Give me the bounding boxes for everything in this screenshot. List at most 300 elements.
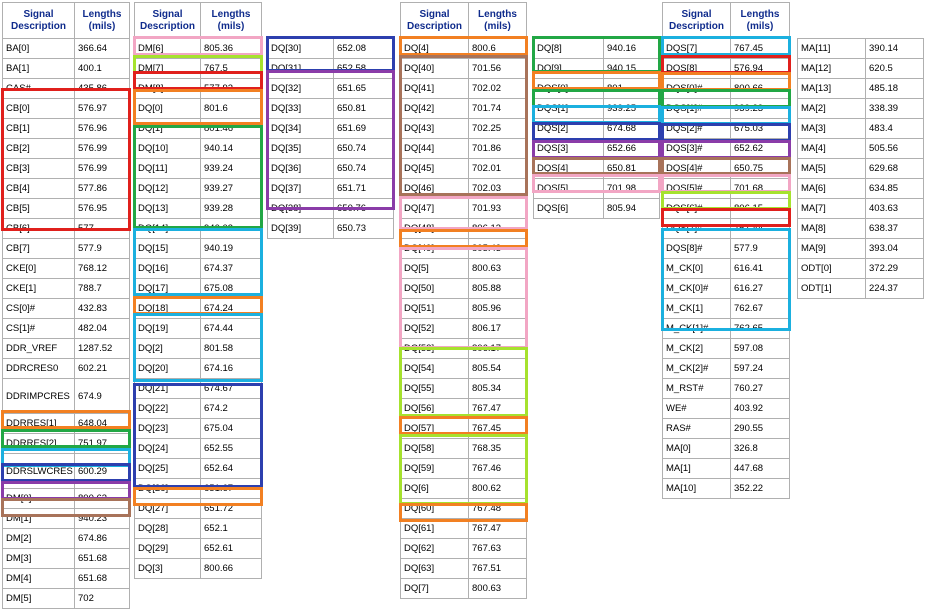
table-row bbox=[3, 549, 130, 569]
signal-name-cell: MA[10] bbox=[663, 479, 731, 499]
table-row bbox=[268, 199, 394, 219]
length-value-cell: 767.44 bbox=[731, 219, 790, 239]
signal-name-cell: CB[7] bbox=[3, 239, 75, 259]
length-value-cell: 939.24 bbox=[201, 159, 262, 179]
table-row bbox=[798, 239, 924, 259]
signal-name-cell: DQ[3] bbox=[135, 559, 201, 579]
signal-name-cell: DQ[32] bbox=[268, 79, 334, 99]
table-row bbox=[268, 159, 394, 179]
length-value-cell: 674.2 bbox=[201, 399, 262, 419]
table-row bbox=[135, 219, 262, 239]
length-value-cell: 702.01 bbox=[469, 159, 527, 179]
length-value-cell: 577.86 bbox=[75, 179, 130, 199]
table-row bbox=[401, 139, 527, 159]
signal-name-cell: WE# bbox=[663, 399, 731, 419]
length-value-cell: 701.86 bbox=[469, 139, 527, 159]
table-row bbox=[135, 159, 262, 179]
length-value-cell: 939.23 bbox=[731, 99, 790, 119]
length-value-cell: 650.74 bbox=[334, 139, 394, 159]
signal-name-cell: DQ[23] bbox=[135, 419, 201, 439]
signal-name-cell: DQS[0]# bbox=[663, 79, 731, 99]
signal-name-cell: M_CK[1] bbox=[663, 299, 731, 319]
signal-name-cell: DQ[7] bbox=[401, 579, 469, 599]
signal-name-cell: MA[2] bbox=[798, 99, 866, 119]
signal-name-cell: DQ[1] bbox=[135, 119, 201, 139]
table-row bbox=[3, 159, 130, 179]
table-row bbox=[401, 519, 527, 539]
signal-name-cell: BA[1] bbox=[3, 59, 75, 79]
table-row bbox=[268, 59, 394, 79]
signal-name-cell: M_CK[1]# bbox=[663, 319, 731, 339]
table-row bbox=[135, 459, 262, 479]
signal-name-cell: DQ[39] bbox=[268, 219, 334, 239]
signal-name-cell: DQ[15] bbox=[135, 239, 201, 259]
length-value-cell: 767.47 bbox=[469, 399, 527, 419]
signal-name-cell: DQ[62] bbox=[401, 539, 469, 559]
length-value-cell: 767.63 bbox=[469, 539, 527, 559]
table-row bbox=[663, 239, 790, 259]
table-row bbox=[663, 319, 790, 339]
table-row bbox=[135, 419, 262, 439]
table-row bbox=[135, 59, 262, 79]
signal-name-cell: DQ[56] bbox=[401, 399, 469, 419]
length-value-cell: 768.35 bbox=[469, 439, 527, 459]
table-row bbox=[401, 79, 527, 99]
length-value-cell: 650.74 bbox=[334, 159, 394, 179]
signal-name-cell: CB[0] bbox=[3, 99, 75, 119]
length-value-cell: 675.08 bbox=[201, 279, 262, 299]
signal-name-cell: MA[11] bbox=[798, 39, 866, 59]
length-value-cell: 767.46 bbox=[469, 459, 527, 479]
length-value-cell: 652.55 bbox=[201, 439, 262, 459]
signal-name-cell: DQS[3]# bbox=[663, 139, 731, 159]
signal-name-cell: DQS[5] bbox=[534, 179, 604, 199]
length-value-cell: 760.27 bbox=[731, 379, 790, 399]
signal-name-cell: DQ[52] bbox=[401, 319, 469, 339]
signal-name-cell: DM[1] bbox=[3, 509, 75, 529]
table-row bbox=[401, 279, 527, 299]
signal-name-cell: DDRSLWCRES bbox=[3, 454, 75, 489]
signal-name-cell: MA[3] bbox=[798, 119, 866, 139]
length-value-cell: 352.22 bbox=[731, 479, 790, 499]
length-value-cell: 940.15 bbox=[604, 59, 660, 79]
length-value-cell: 577.9 bbox=[75, 239, 130, 259]
signal-name-cell: CS[0]# bbox=[3, 299, 75, 319]
length-value-cell: 674.68 bbox=[604, 119, 660, 139]
signal-name-cell: CB[4] bbox=[3, 179, 75, 199]
length-value-cell: 576.95 bbox=[75, 199, 130, 219]
table-row bbox=[663, 159, 790, 179]
signal-name-cell: DM[4] bbox=[3, 569, 75, 589]
length-value-cell: 805.88 bbox=[469, 279, 527, 299]
signal-name-cell: MA[4] bbox=[798, 139, 866, 159]
length-value-cell: 652.08 bbox=[334, 39, 394, 59]
table-row bbox=[663, 59, 790, 79]
signal-name-cell: DQ[55] bbox=[401, 379, 469, 399]
signal-name-cell: DQ[57] bbox=[401, 419, 469, 439]
table-row bbox=[534, 119, 660, 139]
length-value-cell: 939.28 bbox=[201, 199, 262, 219]
length-value-cell: 751.97 bbox=[75, 434, 130, 454]
signal-name-cell: DQ[48] bbox=[401, 219, 469, 239]
signal-name-cell: DQ[31] bbox=[268, 59, 334, 79]
length-value-cell: 650.81 bbox=[604, 159, 660, 179]
table-row bbox=[401, 379, 527, 399]
length-value-cell: 224.37 bbox=[866, 279, 924, 299]
table-row bbox=[135, 119, 262, 139]
length-value-cell: 762.67 bbox=[731, 299, 790, 319]
length-value-cell: 650.76 bbox=[334, 199, 394, 219]
length-value-cell: 485.18 bbox=[866, 79, 924, 99]
table-row bbox=[135, 199, 262, 219]
length-value-cell: 372.29 bbox=[866, 259, 924, 279]
header-lengths: Lengths (mils) bbox=[731, 3, 790, 39]
table-row bbox=[3, 279, 130, 299]
length-value-cell: 940.23 bbox=[75, 509, 130, 529]
table-row bbox=[798, 99, 924, 119]
table-row bbox=[3, 259, 130, 279]
signal-name-cell: DQ[54] bbox=[401, 359, 469, 379]
length-value-cell: 806.17 bbox=[469, 319, 527, 339]
signal-name-cell: DM[5] bbox=[3, 589, 75, 609]
signal-name-cell: DQ[20] bbox=[135, 359, 201, 379]
length-value-cell: 801.58 bbox=[201, 339, 262, 359]
length-value-cell: 767.51 bbox=[469, 559, 527, 579]
table-row bbox=[3, 319, 130, 339]
signal-name-cell: CB[2] bbox=[3, 139, 75, 159]
table-row bbox=[135, 39, 262, 59]
table-row bbox=[798, 159, 924, 179]
table-row bbox=[3, 99, 130, 119]
signal-name-cell: DQ[0] bbox=[135, 99, 201, 119]
length-value-cell: 805.43 bbox=[469, 239, 527, 259]
signal-name-cell: DQS[7] bbox=[663, 39, 731, 59]
table-row bbox=[663, 139, 790, 159]
table-row bbox=[534, 199, 660, 219]
table-row bbox=[663, 399, 790, 419]
length-value-cell: 652.64 bbox=[201, 459, 262, 479]
table-row bbox=[401, 299, 527, 319]
signal-length-table-4 bbox=[400, 2, 527, 599]
length-value-cell: 390.14 bbox=[866, 39, 924, 59]
length-value-cell: 674.9 bbox=[75, 379, 130, 414]
length-value-cell: 806.15 bbox=[731, 199, 790, 219]
signal-name-cell: DQ[51] bbox=[401, 299, 469, 319]
table-row bbox=[135, 539, 262, 559]
table-row bbox=[3, 59, 130, 79]
table-row bbox=[3, 359, 130, 379]
table-row bbox=[135, 439, 262, 459]
signal-name-cell: DQ[59] bbox=[401, 459, 469, 479]
signal-name-cell: DQ[11] bbox=[135, 159, 201, 179]
signal-name-cell: DQS[6]# bbox=[663, 199, 731, 219]
length-value-cell: 701.56 bbox=[469, 59, 527, 79]
length-value-cell: 290.55 bbox=[731, 419, 790, 439]
table-row bbox=[401, 339, 527, 359]
header-signal-description: Signal Description bbox=[663, 3, 731, 39]
table-row bbox=[135, 79, 262, 99]
length-value-cell: 701.98 bbox=[604, 179, 660, 199]
length-value-cell: 620.5 bbox=[866, 59, 924, 79]
table-row bbox=[663, 199, 790, 219]
table-row bbox=[268, 39, 394, 59]
length-value-cell: 651.68 bbox=[75, 569, 130, 589]
signal-name-cell: MA[8] bbox=[798, 219, 866, 239]
length-value-cell: 400.1 bbox=[75, 59, 130, 79]
signal-name-cell: DQ[46] bbox=[401, 179, 469, 199]
table-row bbox=[798, 139, 924, 159]
table-row bbox=[135, 239, 262, 259]
table-row bbox=[663, 119, 790, 139]
length-value-cell: 762.65 bbox=[731, 319, 790, 339]
length-value-cell: 393.04 bbox=[866, 239, 924, 259]
signal-name-cell: MA[6] bbox=[798, 179, 866, 199]
signal-name-cell: DQ[6] bbox=[401, 479, 469, 499]
signal-name-cell: DQ[18] bbox=[135, 299, 201, 319]
length-value-cell: 650.81 bbox=[334, 99, 394, 119]
signal-name-cell: ODT[0] bbox=[798, 259, 866, 279]
table-row bbox=[135, 499, 262, 519]
signal-name-cell: MA[1] bbox=[663, 459, 731, 479]
table-row bbox=[798, 259, 924, 279]
signal-name-cell: DQS[4] bbox=[534, 159, 604, 179]
length-value-cell: 701.74 bbox=[469, 99, 527, 119]
length-value-cell: 576.99 bbox=[75, 139, 130, 159]
length-value-cell: 1287.52 bbox=[75, 339, 130, 359]
length-value-cell: 675.04 bbox=[201, 419, 262, 439]
length-value-cell: 651.72 bbox=[201, 499, 262, 519]
table-row bbox=[401, 579, 527, 599]
signal-name-cell: DQ[30] bbox=[268, 39, 334, 59]
length-value-cell: 652.58 bbox=[334, 59, 394, 79]
table-row bbox=[534, 159, 660, 179]
signal-name-cell: DQ[37] bbox=[268, 179, 334, 199]
signal-name-cell: DQ[5] bbox=[401, 259, 469, 279]
length-value-cell: 701.68 bbox=[731, 179, 790, 199]
signal-name-cell: DM[2] bbox=[3, 529, 75, 549]
table-row bbox=[3, 39, 130, 59]
header-signal-description: Signal Description bbox=[3, 3, 75, 39]
signal-name-cell: M_CK[2] bbox=[663, 339, 731, 359]
table-row bbox=[135, 259, 262, 279]
length-value-cell: 800.66 bbox=[731, 79, 790, 99]
signal-name-cell: DQ[33] bbox=[268, 99, 334, 119]
signal-name-cell: DQ[41] bbox=[401, 79, 469, 99]
signal-name-cell: DQ[12] bbox=[135, 179, 201, 199]
signal-name-cell: DQ[4] bbox=[401, 39, 469, 59]
length-value-cell: 651.67 bbox=[201, 479, 262, 499]
header-lengths: Lengths (mils) bbox=[469, 3, 527, 39]
table-row bbox=[663, 439, 790, 459]
length-value-cell: 652.66 bbox=[604, 139, 660, 159]
signal-name-cell: DQ[34] bbox=[268, 119, 334, 139]
table-row bbox=[401, 499, 527, 519]
signal-name-cell: DQ[40] bbox=[401, 59, 469, 79]
table-row bbox=[663, 79, 790, 99]
signal-name-cell: DQ[8] bbox=[534, 39, 604, 59]
header-signal-description: Signal Description bbox=[401, 3, 469, 39]
signal-name-cell: DQ[17] bbox=[135, 279, 201, 299]
table-row bbox=[401, 239, 527, 259]
table-row bbox=[135, 139, 262, 159]
table-row bbox=[3, 219, 130, 239]
signal-name-cell: DQ[22] bbox=[135, 399, 201, 419]
signal-name-cell: DQ[61] bbox=[401, 519, 469, 539]
table-row bbox=[3, 239, 130, 259]
length-value-cell: 800.62 bbox=[469, 479, 527, 499]
table-row bbox=[798, 59, 924, 79]
signal-name-cell: DQ[63] bbox=[401, 559, 469, 579]
table-row bbox=[135, 379, 262, 399]
table-row bbox=[135, 99, 262, 119]
table-row bbox=[3, 299, 130, 319]
length-value-cell: 767.45 bbox=[731, 39, 790, 59]
signal-name-cell: CKE[0] bbox=[3, 259, 75, 279]
length-value-cell: 652.62 bbox=[731, 139, 790, 159]
signal-name-cell: DQ[29] bbox=[135, 539, 201, 559]
table-row bbox=[401, 399, 527, 419]
signal-name-cell: RAS# bbox=[663, 419, 731, 439]
header-lengths: Lengths (mils) bbox=[75, 3, 130, 39]
length-value-cell: 675.03 bbox=[731, 119, 790, 139]
signal-name-cell: DQ[2] bbox=[135, 339, 201, 359]
table-row bbox=[798, 279, 924, 299]
length-value-cell: 597.08 bbox=[731, 339, 790, 359]
signal-name-cell: DQ[19] bbox=[135, 319, 201, 339]
table-row bbox=[401, 119, 527, 139]
signal-name-cell: DQS[2] bbox=[534, 119, 604, 139]
table-row bbox=[663, 359, 790, 379]
length-value-cell: 702.03 bbox=[469, 179, 527, 199]
signal-name-cell: DQ[42] bbox=[401, 99, 469, 119]
length-value-cell: 616.27 bbox=[731, 279, 790, 299]
length-value-cell: 767.5 bbox=[201, 59, 262, 79]
signal-name-cell: DQ[14] bbox=[135, 219, 201, 239]
length-value-cell: 651.71 bbox=[334, 179, 394, 199]
length-value-cell: 651.68 bbox=[75, 549, 130, 569]
length-value-cell: 616.41 bbox=[731, 259, 790, 279]
table-row bbox=[268, 79, 394, 99]
length-value-cell: 576.94 bbox=[731, 59, 790, 79]
table-row bbox=[3, 434, 130, 454]
length-value-cell: 674.16 bbox=[201, 359, 262, 379]
table-row bbox=[401, 559, 527, 579]
length-value-cell: 940.14 bbox=[201, 139, 262, 159]
signal-name-cell: ODT[1] bbox=[798, 279, 866, 299]
length-value-cell: 702 bbox=[75, 589, 130, 609]
length-value-cell: 483.4 bbox=[866, 119, 924, 139]
table-row bbox=[135, 479, 262, 499]
signal-name-cell: DQS[7]# bbox=[663, 219, 731, 239]
signal-name-cell: DQ[21] bbox=[135, 379, 201, 399]
signal-name-cell: DQ[26] bbox=[135, 479, 201, 499]
table-row bbox=[3, 529, 130, 549]
length-value-cell: 505.56 bbox=[866, 139, 924, 159]
length-value-cell: 806.13 bbox=[469, 219, 527, 239]
length-value-cell: 674.37 bbox=[201, 259, 262, 279]
signal-name-cell: DM[0] bbox=[3, 489, 75, 509]
table-row bbox=[268, 119, 394, 139]
table-row bbox=[663, 279, 790, 299]
signal-name-cell: DM[3] bbox=[3, 549, 75, 569]
table-row bbox=[401, 179, 527, 199]
table-row bbox=[135, 319, 262, 339]
table-row bbox=[401, 319, 527, 339]
table-row bbox=[3, 489, 130, 509]
length-value-cell: 674.24 bbox=[201, 299, 262, 319]
signal-length-table-5 bbox=[533, 38, 660, 219]
length-value-cell: 801.46 bbox=[201, 119, 262, 139]
signal-name-cell: DQ[9] bbox=[534, 59, 604, 79]
signal-name-cell: DQ[49] bbox=[401, 239, 469, 259]
table-row bbox=[401, 219, 527, 239]
signal-name-cell: DDRCRES0 bbox=[3, 359, 75, 379]
table-row bbox=[663, 179, 790, 199]
signal-name-cell: DQ[50] bbox=[401, 279, 469, 299]
table-row bbox=[135, 179, 262, 199]
signal-length-table-6 bbox=[662, 2, 790, 499]
signal-name-cell: M_RST# bbox=[663, 379, 731, 399]
table-row bbox=[534, 59, 660, 79]
length-value-cell: 805.96 bbox=[469, 299, 527, 319]
length-value-cell: 366.64 bbox=[75, 39, 130, 59]
signal-name-cell: CB[3] bbox=[3, 159, 75, 179]
signal-length-table-3 bbox=[267, 38, 394, 239]
length-value-cell: 652.1 bbox=[201, 519, 262, 539]
length-value-cell: 788.7 bbox=[75, 279, 130, 299]
signal-name-cell: CS[1]# bbox=[3, 319, 75, 339]
signal-name-cell: CB[5] bbox=[3, 199, 75, 219]
signal-length-table-1 bbox=[2, 2, 130, 609]
table-row bbox=[3, 179, 130, 199]
length-value-cell: 805.34 bbox=[469, 379, 527, 399]
table-row bbox=[3, 339, 130, 359]
signal-name-cell: DQ[53] bbox=[401, 339, 469, 359]
signal-name-cell: CAS# bbox=[3, 79, 75, 99]
table-row bbox=[534, 139, 660, 159]
signal-name-cell: M_CK[0]# bbox=[663, 279, 731, 299]
length-value-cell: 805.36 bbox=[201, 39, 262, 59]
length-value-cell: 648.04 bbox=[75, 414, 130, 434]
length-value-cell: 651.69 bbox=[334, 119, 394, 139]
length-value-cell: 801 bbox=[604, 79, 660, 99]
signal-name-cell: M_CK[0] bbox=[663, 259, 731, 279]
signal-name-cell: CB[6] bbox=[3, 219, 75, 239]
table-row bbox=[663, 39, 790, 59]
table-row bbox=[401, 419, 527, 439]
length-value-cell: 432.83 bbox=[75, 299, 130, 319]
signal-name-cell: DQ[45] bbox=[401, 159, 469, 179]
table-row bbox=[663, 479, 790, 499]
length-value-cell: 940.03 bbox=[201, 219, 262, 239]
table-row bbox=[401, 199, 527, 219]
signal-name-cell: M_CK[2]# bbox=[663, 359, 731, 379]
table-row bbox=[135, 339, 262, 359]
length-value-cell: 435.86 bbox=[75, 79, 130, 99]
signal-name-cell: DQS[8]# bbox=[663, 239, 731, 259]
table-row bbox=[135, 359, 262, 379]
length-value-cell: 940.16 bbox=[604, 39, 660, 59]
signal-name-cell: DQ[58] bbox=[401, 439, 469, 459]
signal-name-cell: DQ[24] bbox=[135, 439, 201, 459]
length-value-cell: 650.75 bbox=[731, 159, 790, 179]
signal-name-cell: DDRRES[1] bbox=[3, 414, 75, 434]
table-row bbox=[135, 279, 262, 299]
length-value-cell: 576.96 bbox=[75, 119, 130, 139]
signal-name-cell: DQ[28] bbox=[135, 519, 201, 539]
signal-name-cell: DQ[38] bbox=[268, 199, 334, 219]
signal-name-cell: MA[13] bbox=[798, 79, 866, 99]
